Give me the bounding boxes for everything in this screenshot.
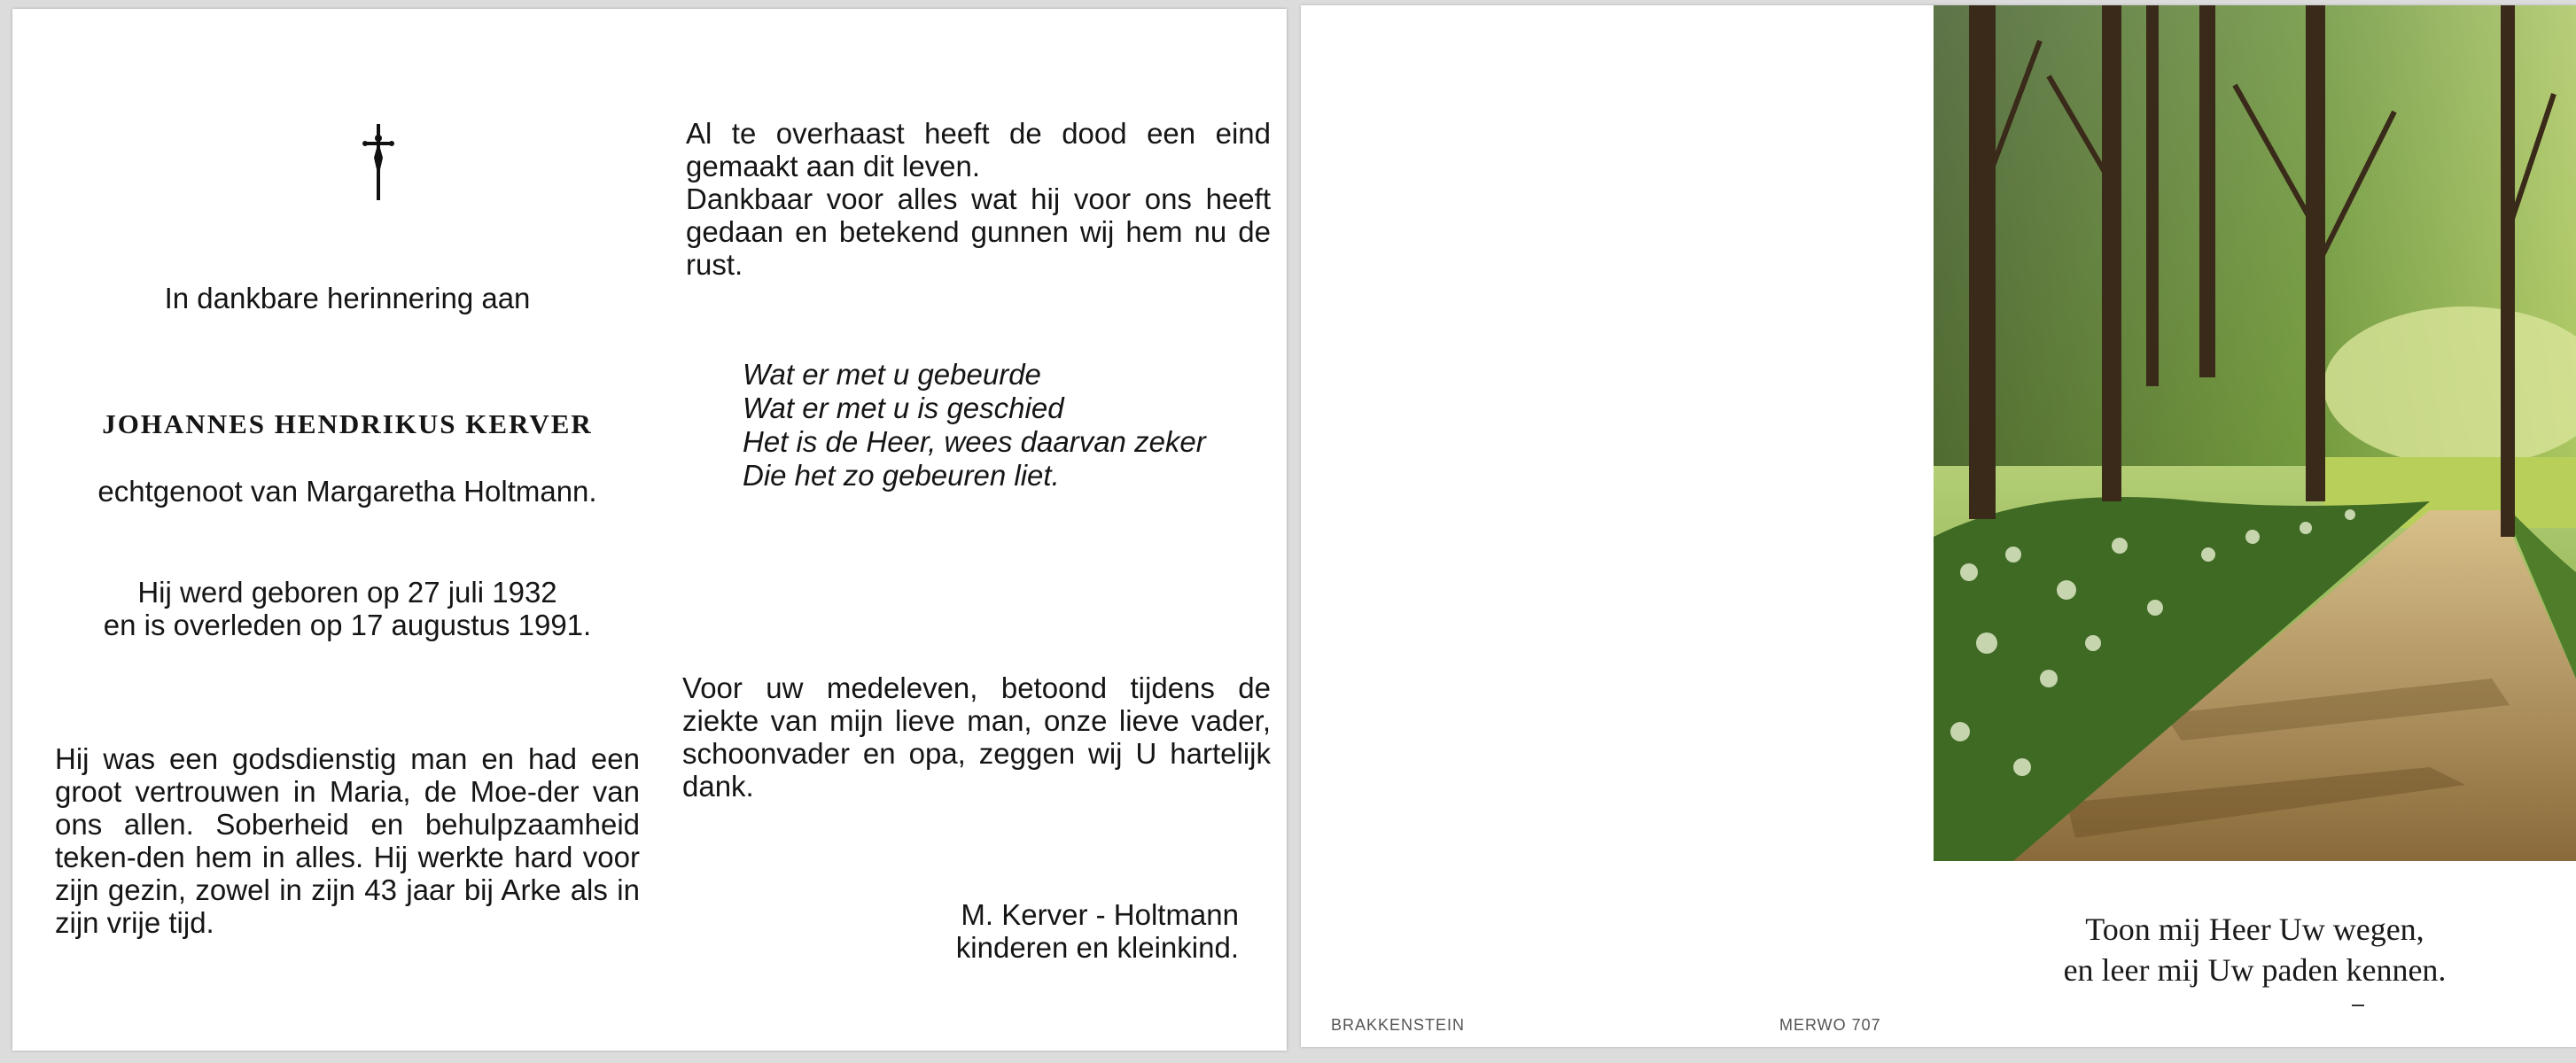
card-code-label: MERWO 707 (1779, 1016, 1881, 1034)
biography-paragraph: Hij was een godsdienstig man en had een groot vertrouwen in Maria, de Moe-der van ons allen. Soberheid en behulpzaamheid teken-den hem in alles. Hij werkte hard voor zijn gezin, zowel in zijn 43 jaar bij Arke als in zijn vrije tijd. (55, 742, 640, 939)
ornament-dash (2352, 1005, 2364, 1006)
intro-line: In dankbare herinnering aan (164, 282, 531, 314)
thanks-paragraph: Voor uw medeleven, betoond tijdens de ziekte van mijn lieve man, onze lieve vader, schoonvader en opa, zeggen wij U hartelijk dank. (682, 671, 1271, 803)
spouse-line: echtgenoot van Margaretha Holtmann. (97, 475, 597, 508)
nature-path-photo (1934, 5, 2576, 861)
caption (1934, 909, 2576, 990)
birth-date-line: Hij werd geboren op 27 juli 1932 (137, 576, 557, 609)
passage-gratitude: Dankbaar voor alles wat hij voor ons heeft gedaan en betekend gunnen wij hem nu de rust. (686, 182, 1271, 281)
memorial-card-inside (12, 9, 1287, 1051)
poem-line: Wat er met u gebeurde (743, 358, 1041, 391)
memorial-card-outside (1301, 5, 2576, 1047)
cross-icon (361, 122, 396, 202)
publisher-label: BRAKKENSTEIN (1331, 1016, 1466, 1034)
poem-line: Die het zo gebeuren liet. (743, 459, 1060, 492)
caption-line: Toon mij Heer Uw wegen, (2085, 912, 2424, 947)
caption-line: en leer mij Uw paden kennen. (2063, 952, 2447, 988)
poem-line: Het is de Heer, wees daarvan zeker (743, 425, 1206, 458)
death-date-line: en is overleden op 17 augustus 1991. (103, 609, 592, 641)
poem-line: Wat er met u is geschied (743, 392, 1064, 424)
deceased-name: JOHANNES HENDRIKUS KERVER (102, 408, 593, 439)
signature-name: M. Kerver - Holtmann (961, 898, 1239, 931)
signature-family: kinderen en kleinkind. (955, 931, 1239, 964)
passage-death: Al te overhaast heeft de dood een eind gemaakt aan dit leven. (686, 117, 1271, 182)
